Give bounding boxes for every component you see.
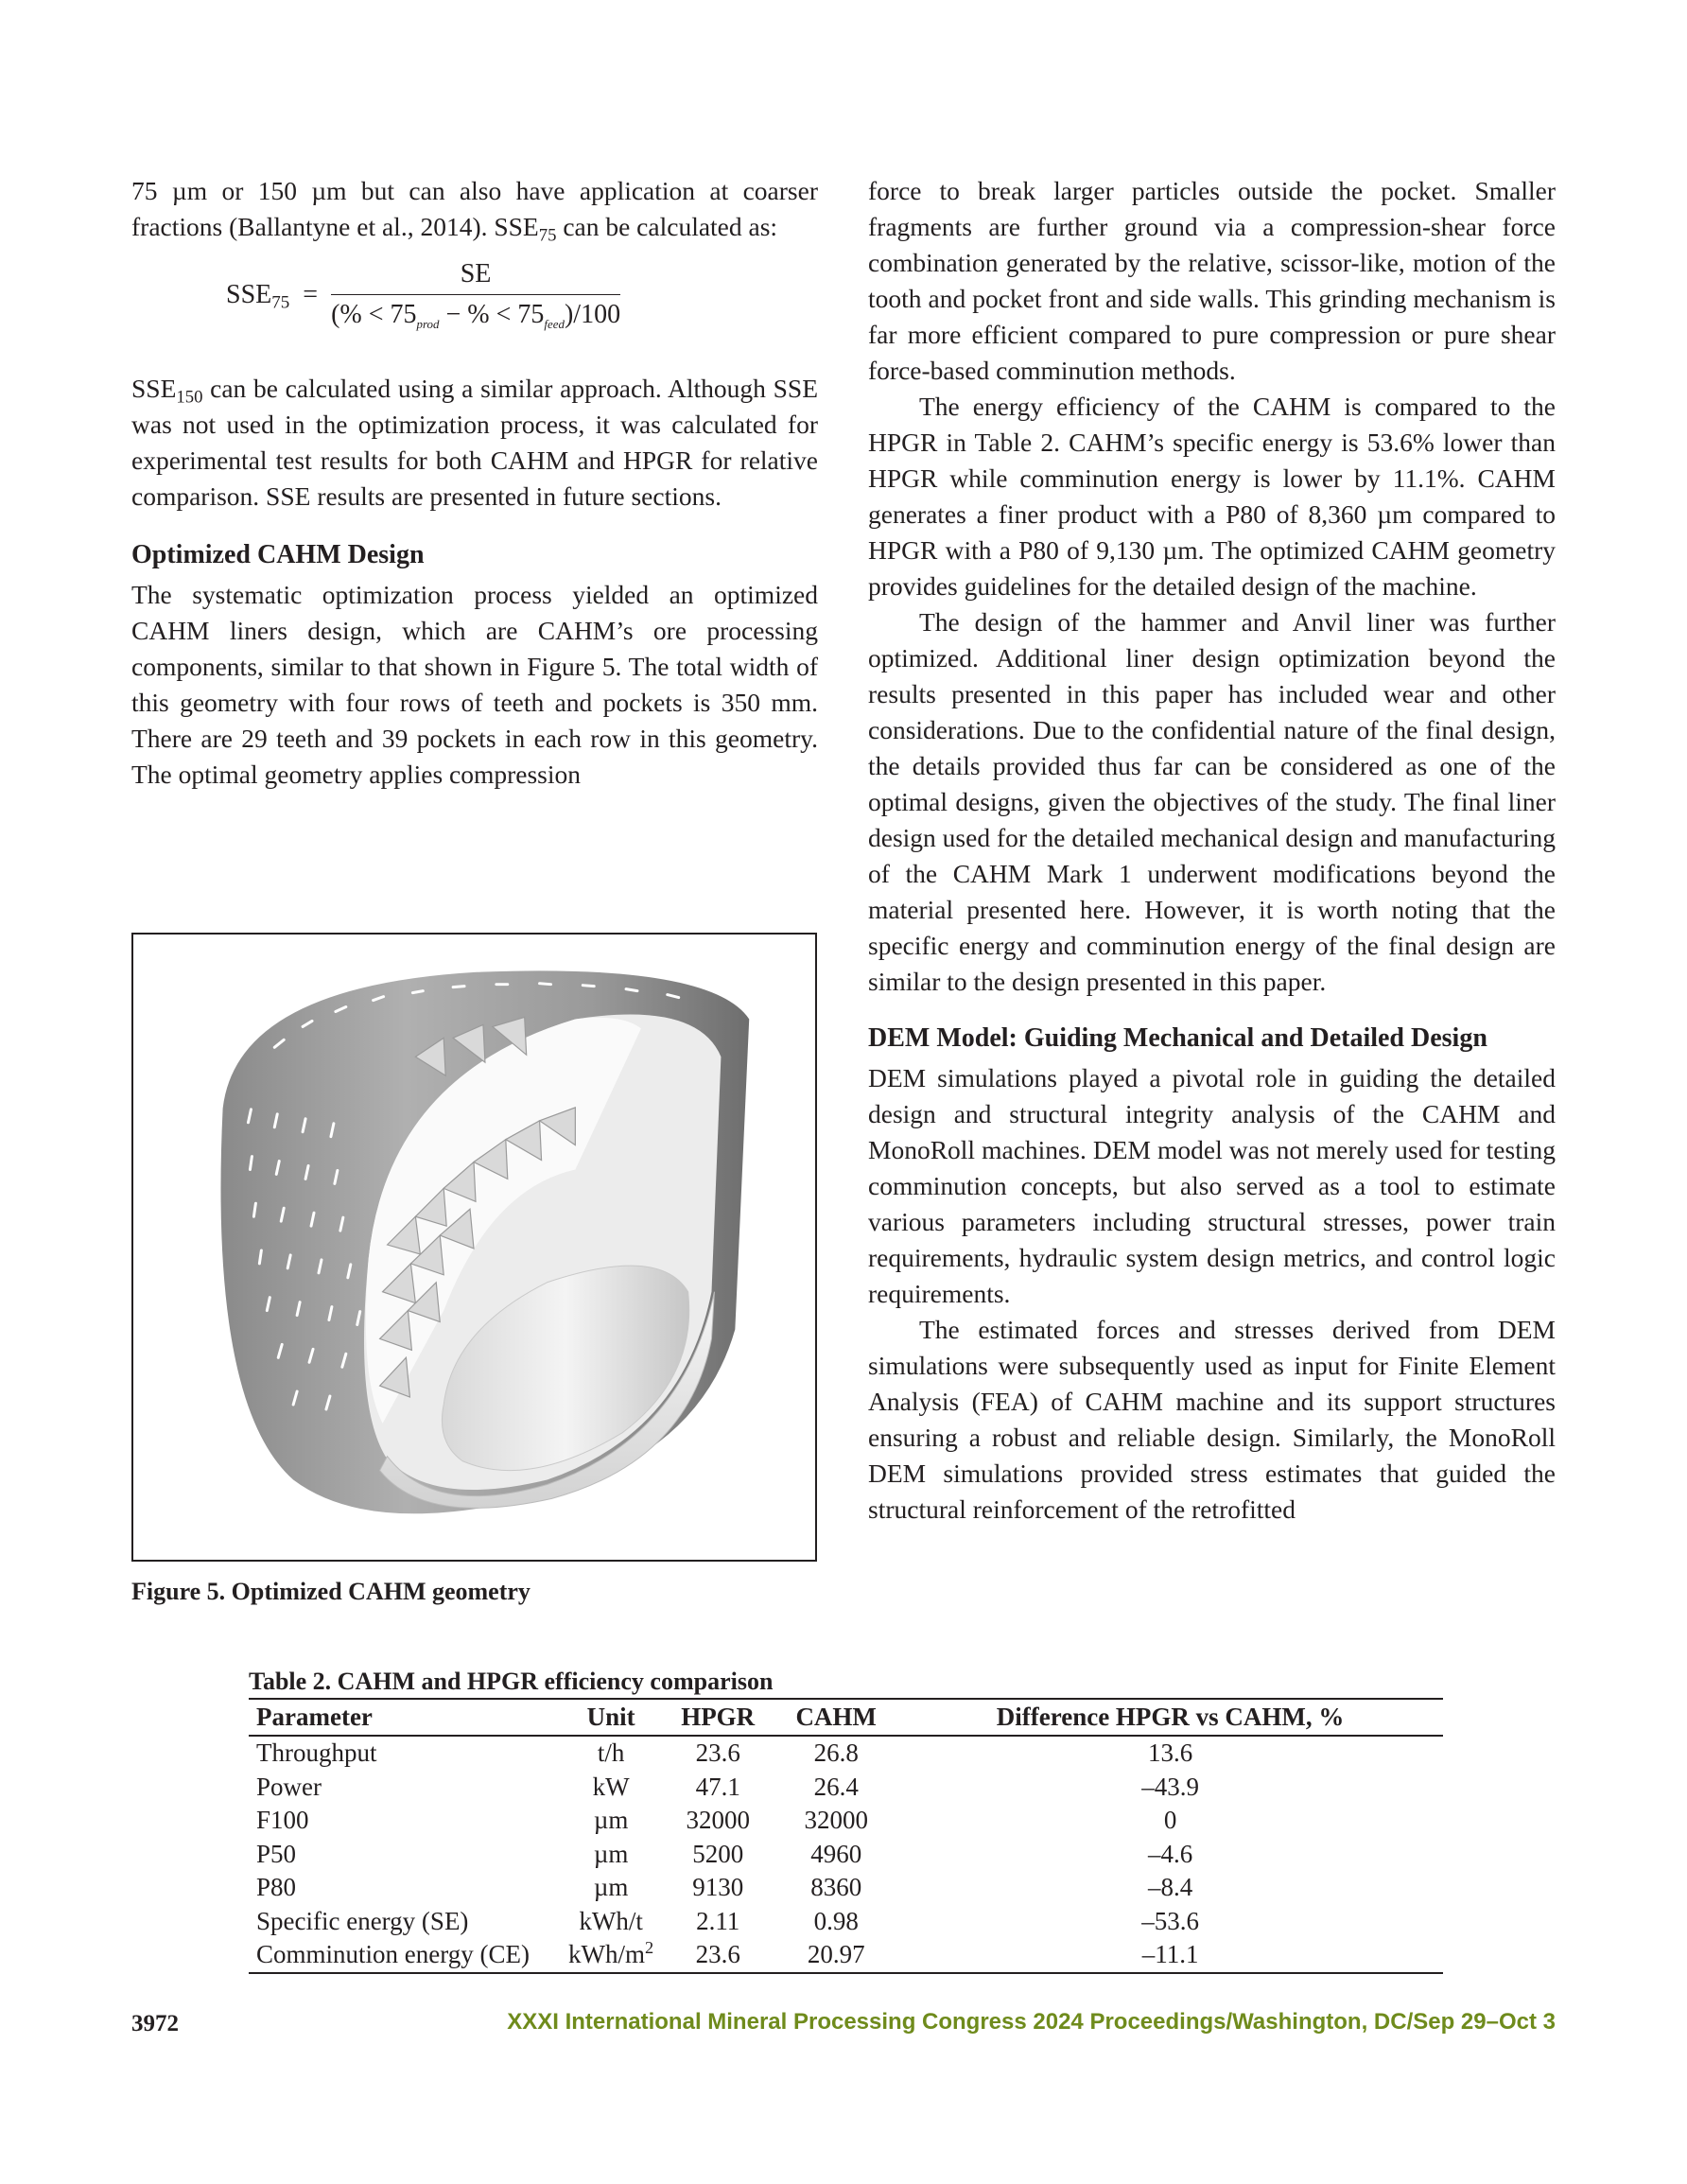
table-row	[249, 1771, 1443, 1805]
table-cell: kWh/$m^2$	[561, 1938, 661, 1973]
table-row	[249, 1736, 1443, 1771]
equation-equals: =	[303, 279, 319, 309]
table-cell: 47.1	[695, 1772, 740, 1801]
subscript: 75	[538, 225, 557, 246]
left-paragraph-2: $SSE_{150}$ can be calculated using a similar approach. Although SSE was not used in the optimization process, it was calculated for experimental test results for both CAHM and HPGR for relative comparison. SSE results are presented in future sections.	[131, 374, 818, 511]
table-cell: 26.8	[813, 1738, 859, 1767]
text-run: 75 µm or 150 µm but can also have application at coarser fractions (Ballantyne et al., 2014). SSE	[131, 176, 818, 241]
table-cell: Power	[256, 1772, 322, 1801]
section-heading-dem-model: DEM Model: Guiding Mechanical and Detailed Design	[868, 1023, 1487, 1053]
table-cell: kW	[592, 1772, 630, 1801]
table-cell: Comminution energy (CE)	[249, 1938, 561, 1973]
table-2	[249, 1666, 1443, 1974]
table-cell: 20.97	[774, 1938, 897, 1973]
table-cell: 32000	[686, 1806, 750, 1834]
header-unit: Unit	[561, 1699, 661, 1736]
figure-5-frame	[131, 933, 817, 1562]
table-cell: 4960	[810, 1839, 862, 1868]
left-paragraph-1	[131, 173, 818, 245]
header-parameter: Parameter	[249, 1699, 561, 1736]
table-row	[249, 1938, 1443, 1973]
header-hpgr: HPGR	[661, 1699, 774, 1736]
table-cell: 32000	[804, 1806, 868, 1834]
table-cell: 0	[1163, 1806, 1177, 1834]
table-cell: µm	[593, 1873, 629, 1901]
table-caption: Table 2. CAHM and HPGR efficiency comparison	[249, 1668, 774, 1695]
figure-caption: Figure 5. Optimized CAHM geometry	[131, 1578, 530, 1605]
table-cell: 23.6	[695, 1738, 740, 1767]
right-paragraph-5: The estimated forces and stresses derived from DEM simulations were subsequently used as input for Finite Element Analysis (FEA) of CAHM machine and its support structures ensuring a robust and reliable design. Similarly, the MonoRoll DEM simulations provided stress estimates that guided the structural reinforcement of the retrofitted	[868, 1315, 1556, 1524]
table-cell: F100	[256, 1806, 309, 1834]
sse75-equation	[131, 256, 818, 333]
table-row	[249, 1804, 1443, 1838]
table-cell: –4.6	[1147, 1839, 1193, 1868]
header-cahm: CAHM	[774, 1699, 897, 1736]
table-row	[249, 1905, 1443, 1939]
left-paragraph-3: The systematic optimization process yielded an optimized CAHM liners design, which are CAHM’s ore processing components, similar to that shown in Figure 5. The total width of this geometry with four rows of teeth and pockets is 350 mm. There are 29 teeth and 39 pockets in each row in this geometry. The optimal geometry applies compression	[131, 580, 818, 789]
table-cell: –43.9	[1141, 1772, 1199, 1801]
table-cell: 8360	[810, 1873, 862, 1901]
table-cell: kWh/t	[579, 1906, 643, 1935]
table-cell: Throughput	[256, 1738, 377, 1767]
equation-numerator: SE	[331, 256, 620, 295]
table-cell: t/h	[597, 1738, 625, 1767]
table-cell: –11.1	[897, 1938, 1443, 1973]
right-paragraph-2: The energy efficiency of the CAHM is compared to the HPGR in Table 2. CAHM’s specific energy is 53.6% lower than HPGR while comminution energy is lower by 11.1%. CAHM generates a finer product with a P80 of 8,360 µm compared to HPGR with a P80 of 9,130 µm. The optimized CAHM geometry provides guidelines for the detailed design of the machine.	[868, 392, 1556, 601]
equation-denominator: (% < $75_{prod}$ − % < $75_{feed})/100$	[331, 300, 621, 331]
table-row	[249, 1871, 1443, 1905]
efficiency-comparison-table	[249, 1698, 1443, 1974]
right-paragraph-3: The design of the hammer and Anvil liner was further optimized. Additional liner design optimization beyond the results presented in this paper has included wear and other considerations. Due to the confidential nature of the final design, the details provided thus far can be considered as one of the optimal designs, given the objectives of the study. The final liner design used for the detailed mechanical design and manufacturing of the CAHM Mark 1 underwent modifications beyond the material presented here. However, it is worth noting that the specific energy and comminution energy of the final design are similar to the design presented in this paper.	[868, 607, 1556, 996]
table-cell: –53.6	[1141, 1906, 1199, 1935]
table-cell: 23.6	[661, 1938, 774, 1973]
right-column	[868, 173, 1556, 1528]
table-cell: 5200	[692, 1839, 744, 1868]
equation-fraction	[331, 256, 620, 333]
table-header-row	[249, 1699, 1443, 1736]
equation-lhs: $SSE_{75}$	[226, 279, 290, 313]
section-heading-optimized-cahm: Optimized CAHM Design	[131, 540, 425, 569]
table-cell: P50	[256, 1839, 297, 1868]
right-paragraph-4: DEM simulations played a pivotal role in guiding the detailed design and structural integrity analysis of the CAHM and MonoRoll machines. DEM model was not merely used for testing comminution concepts, but also served as a tool to estimate various parameters including structural stresses, power train requirements, hydraulic system design metrics, and control logic requirements.	[868, 1063, 1556, 1308]
table-cell: 9130	[692, 1873, 744, 1901]
table-cell: Specific energy (SE)	[256, 1906, 469, 1935]
running-footer: XXXI International Mineral Processing Congress 2024 Proceedings/Washington, DC/Sep 29–Oct 3	[507, 2009, 1556, 2035]
right-paragraph-1: force to break larger particles outside the pocket. Smaller fragments are further ground via a compression-shear force combination generated by the relative, scissor-like, motion of the tooth and pocket front and side walls. This grinding mechanism is far more efficient compared to pure compression or pure shear force-based comminution methods.	[868, 176, 1556, 385]
table-cell: µm	[593, 1806, 629, 1834]
table-cell: 2.11	[696, 1906, 740, 1935]
table-cell: 13.6	[1147, 1738, 1193, 1767]
table-cell: –8.4	[1147, 1873, 1193, 1901]
page-number: 3972	[131, 2011, 179, 2036]
left-column	[131, 173, 818, 793]
table-cell: 0.98	[813, 1906, 859, 1935]
table-cell: P80	[256, 1873, 297, 1901]
table-cell: µm	[593, 1839, 629, 1868]
table-row	[249, 1838, 1443, 1872]
header-difference: Difference HPGR vs CAHM, %	[897, 1699, 1443, 1736]
table-cell: 26.4	[813, 1772, 859, 1801]
cahm-geometry-illustration	[133, 935, 815, 1560]
text-run: can be calculated as:	[556, 212, 778, 241]
